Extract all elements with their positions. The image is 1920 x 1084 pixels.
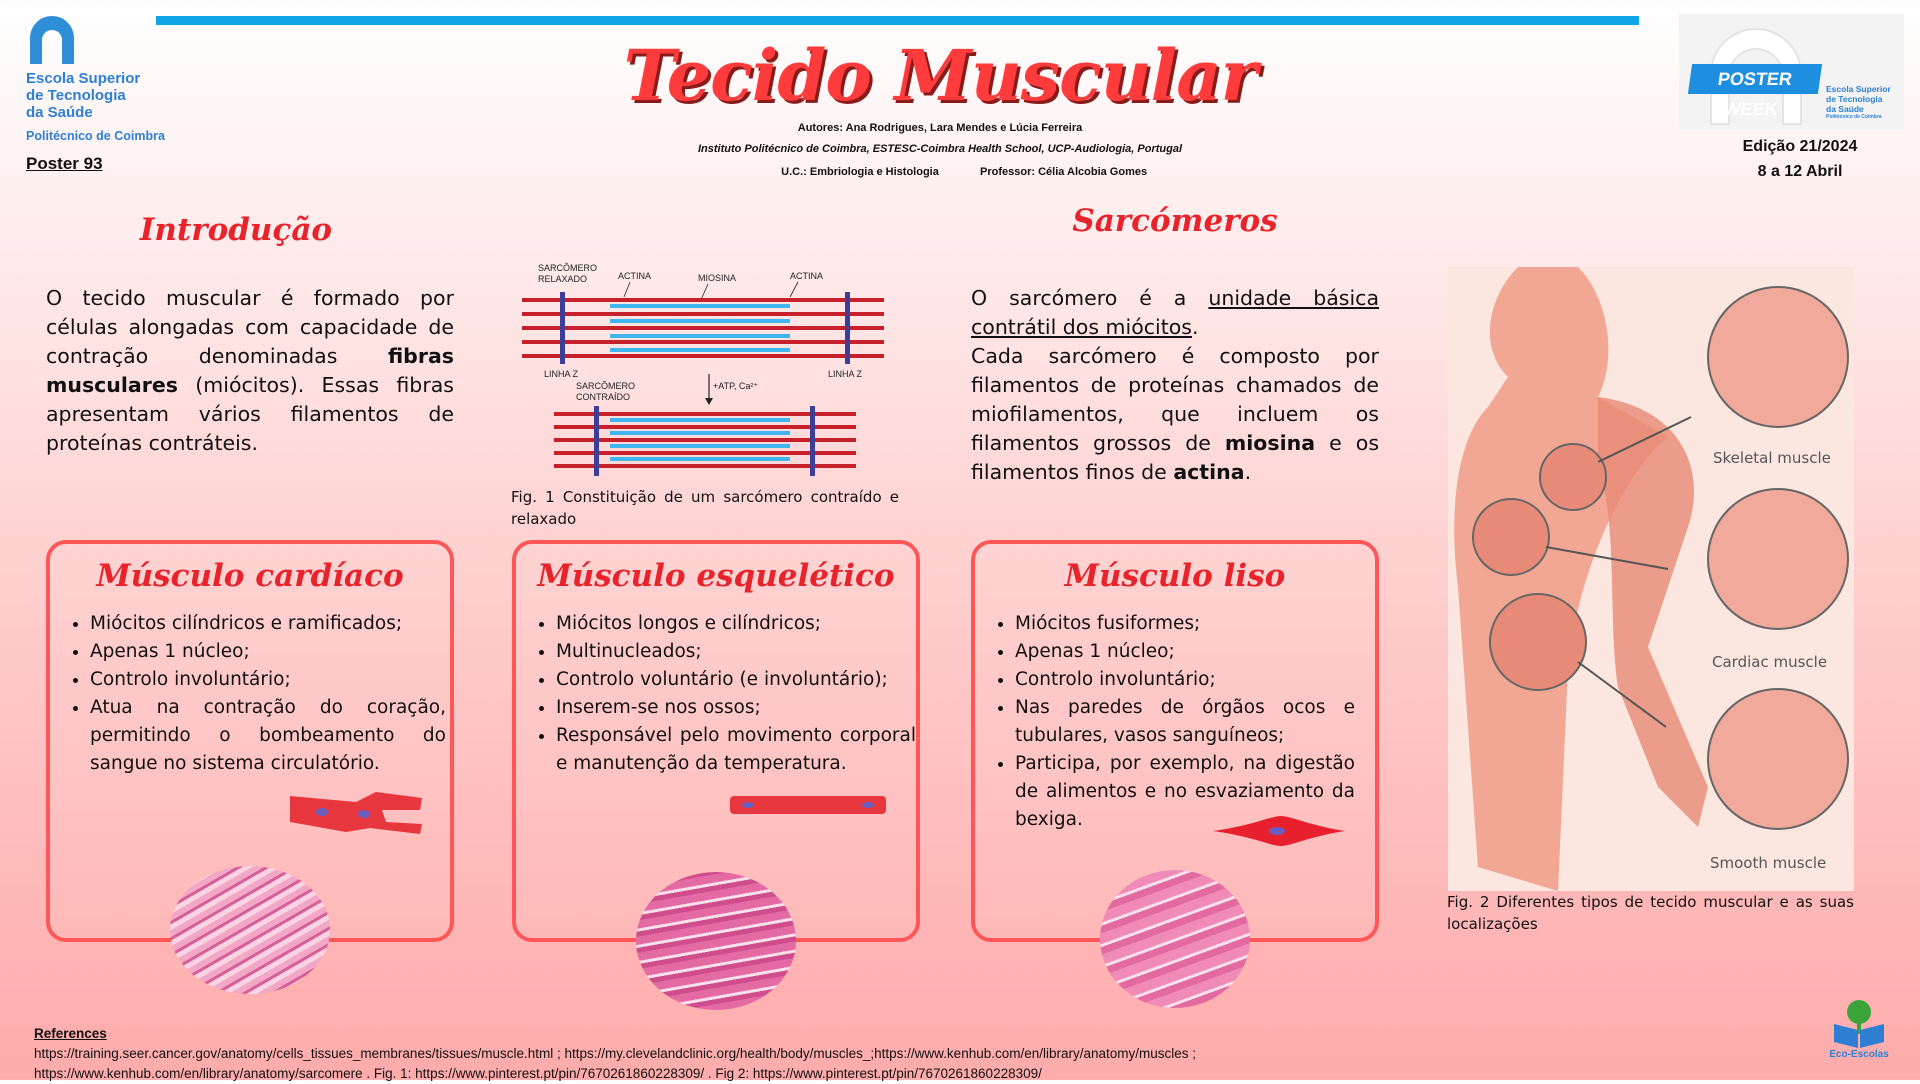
edition-number: Edição 21/2024 bbox=[1742, 138, 1858, 155]
professor: Professor: Célia Alcobia Gomes bbox=[980, 166, 1148, 178]
edition-dates: 8 a 12 Abril bbox=[1757, 163, 1843, 180]
skeletal-histology-image bbox=[636, 872, 796, 1010]
label-actina-left: ACTINA bbox=[618, 271, 652, 281]
institution-subtitle: Politécnico de Coimbra bbox=[26, 129, 165, 143]
list-item: • Miócitos fusiformes; bbox=[1015, 610, 1355, 638]
list-item: • Miócitos cilíndricos e ramificados; bbox=[90, 610, 446, 638]
references-line2: https://www.kenhub.com/en/library/anatomy/sarcomere . Fig. 1: https://www.pinterest.pt/pin/7670261860228309/ . Fig 2: https://www.pinterest.pt/pin/7670261860228309/ bbox=[34, 1066, 1042, 1081]
course-unit: U.C.: Embriologia e Histologia bbox=[781, 166, 939, 178]
reference-link[interactable]: https://www.pinterest.pt/pin/7670261860228309/ bbox=[415, 1066, 705, 1081]
poster-week-banner: POSTER WEEK bbox=[1688, 64, 1822, 94]
references-line1 bbox=[34, 1044, 1196, 1064]
list-item: • Atua na contração do coração, permitindo o bombeamento do sangue no sistema circulatório. bbox=[90, 694, 446, 778]
list-item: • Apenas 1 núcleo; bbox=[1015, 638, 1355, 666]
card-smooth-title: Músculo liso bbox=[1064, 558, 1286, 594]
list-item: • Miócitos longos e cilíndricos; bbox=[556, 610, 916, 638]
school-logo-icon bbox=[26, 14, 78, 64]
label-smooth: Smooth muscle bbox=[1710, 854, 1827, 872]
sarcomeros-text bbox=[971, 284, 1379, 487]
reference-link[interactable]: https://www.kenhub.com/en/library/anatomy/sarcomere bbox=[34, 1066, 363, 1081]
label-relaxed-1: SARCÔMERO bbox=[538, 263, 598, 273]
card-smooth-list bbox=[993, 610, 1355, 834]
figure1-caption: Fig. 1 Constituição de um sarcómero contraído e relaxado bbox=[511, 488, 899, 528]
list-item: • Inserem-se nos ossos; bbox=[556, 694, 916, 722]
reference-link[interactable]: https://my.clevelandclinic.org/health/body/muscles_; bbox=[560, 1046, 875, 1061]
muscle-types-illustration bbox=[1448, 267, 1854, 891]
label-miosina: MIOSINA bbox=[698, 273, 737, 283]
affiliation: Instituto Politécnico de Coimbra, ESTESC-Coimbra Health School, UCP-Audiologia, Portugal bbox=[697, 143, 1183, 155]
poster-title: Tecido Muscular bbox=[623, 34, 1257, 117]
skeletal-cell-icon bbox=[728, 792, 888, 818]
sarcomeros-heading: Sarcómeros bbox=[1072, 203, 1278, 239]
list-item: • Responsável pelo movimento corporal e manutenção da temperatura. bbox=[556, 722, 916, 778]
label-cardiac: Cardiac muscle bbox=[1712, 653, 1828, 671]
top-accent-bar bbox=[156, 16, 1639, 25]
list-item: • Controlo involuntário; bbox=[1015, 666, 1355, 694]
institution-name: Escola Superior de Tecnologia da Saúde bbox=[26, 70, 141, 121]
cardiac-cell-icon bbox=[286, 788, 426, 838]
label-contracted-2: CONTRAÍDO bbox=[576, 392, 630, 402]
label-relaxed-2: RELAXADO bbox=[538, 274, 588, 284]
card-skeletal-title: Músculo esquelético bbox=[537, 558, 895, 594]
sarcomeros-p2: Cada sarcómero é composto por filamentos de proteínas chamados de miofilamentos, que incluem os filamentos grossos de miosina e os filamentos finos de actina. bbox=[971, 344, 1380, 484]
list-item: • Participa, por exemplo, na digestão de alimentos e no esvaziamento da bexiga. bbox=[1015, 750, 1355, 834]
label-contracted-1: SARCÔMERO bbox=[576, 381, 636, 391]
eco-escolas-logo-icon bbox=[1826, 998, 1892, 1058]
intro-heading: Introdução bbox=[139, 212, 333, 248]
authors: Autores: Ana Rodrigues, Lara Mendes e Lúcia Ferreira bbox=[797, 122, 1083, 134]
list-item: • Nas paredes de órgãos ocos e tubulares, vasos sanguíneos; bbox=[1015, 694, 1355, 750]
label-skeletal: Skeletal muscle bbox=[1713, 449, 1831, 467]
list-item: • Multinucleados; bbox=[556, 638, 916, 666]
poster-number: Poster 93 bbox=[26, 154, 103, 173]
eco-escolas-label: Eco-Escolas bbox=[1829, 1049, 1889, 1058]
card-cardiac-title: Músculo cardíaco bbox=[96, 558, 404, 594]
card-cardiac-list bbox=[68, 610, 446, 778]
references bbox=[34, 1024, 1196, 1084]
sarcomere-diagram bbox=[520, 262, 890, 482]
cardiac-muscle-circle bbox=[1708, 489, 1848, 629]
figure2-caption: Fig. 2 Diferentes tipos de tecido muscular e as suas localizações bbox=[1447, 893, 1854, 933]
sarcomeros-p1: O sarcómero é a unidade básica contrátil dos miócitos. bbox=[971, 286, 1380, 339]
intro-text: O tecido muscular é formado por células alongadas com capacidade de contração denominadas fibras musculares (miócitos). Essas fibras apresentam vários filamentos de proteínas contráteis. bbox=[46, 286, 454, 455]
label-linha-z-left: LINHA Z bbox=[544, 369, 579, 379]
smooth-cell-icon bbox=[1211, 814, 1347, 848]
list-item: • Apenas 1 núcleo; bbox=[90, 638, 446, 666]
skeletal-muscle-circle bbox=[1708, 287, 1848, 427]
edition-info bbox=[1700, 134, 1900, 184]
label-linha-z-right: LINHA Z bbox=[828, 369, 863, 379]
poster-week-school: Escola Superior de Tecnologia da Saúde Politécnico de Coimbra bbox=[1826, 84, 1891, 120]
label-actina-right: ACTINA bbox=[790, 271, 824, 281]
list-item: • Controlo voluntário (e involuntário); bbox=[556, 666, 916, 694]
smooth-histology-image bbox=[1100, 870, 1250, 1008]
references-heading: References bbox=[34, 1026, 107, 1041]
smooth-muscle-circle bbox=[1708, 689, 1848, 829]
list-item: • Controlo involuntário; bbox=[90, 666, 446, 694]
reference-link[interactable]: https://training.seer.cancer.gov/anatomy/cells_tissues_membranes/tissues/muscle.html ; bbox=[34, 1046, 561, 1061]
card-skeletal-list bbox=[534, 610, 916, 778]
label-atp: +ATP, Ca²⁺ bbox=[713, 381, 759, 391]
reference-link[interactable]: https://www.kenhub.com/en/library/anatomy/muscles ; bbox=[874, 1046, 1197, 1061]
cardiac-histology-image bbox=[170, 866, 330, 994]
